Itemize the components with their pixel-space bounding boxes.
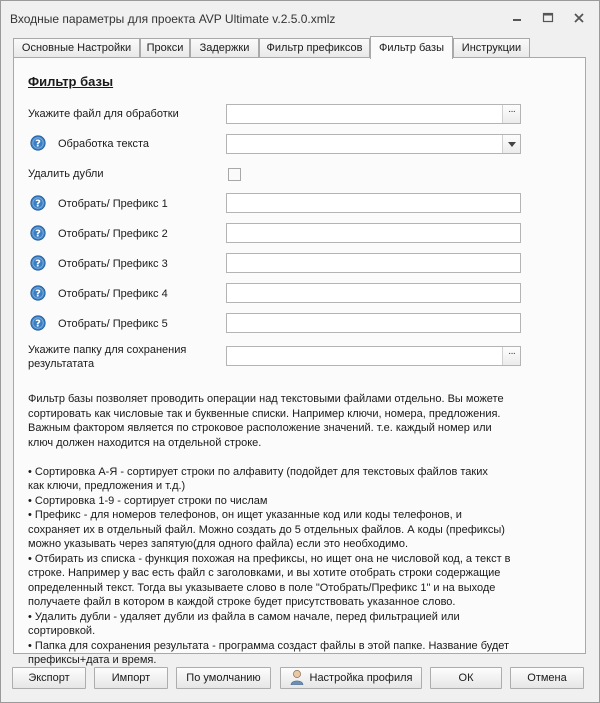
user-avatar-icon	[290, 669, 304, 685]
close-icon	[573, 12, 585, 24]
prefix-1-field[interactable]	[226, 193, 521, 213]
maximize-icon	[542, 12, 554, 24]
prefix-3-label: Отобрать/ Префикс 3	[58, 258, 168, 270]
file-path-input[interactable]	[227, 105, 520, 123]
save-folder-input[interactable]	[227, 347, 520, 365]
desc-line: ключ должен находится на отдельной строке.	[28, 436, 262, 449]
help-icon[interactable]	[30, 195, 46, 211]
close-button[interactable]	[570, 10, 588, 26]
desc-bullet-line: • Сортировка 1-9 - сортирует строки по числам	[28, 494, 268, 507]
import-button[interactable]: Импорт	[94, 667, 168, 689]
description-text	[28, 392, 568, 668]
desc-line: сортировать как числовые так и буквенные списки. Например ключи, номера, предложения.	[28, 407, 501, 420]
svg-text:?: ?	[35, 228, 41, 240]
desc-bullet-line: получаете файл в котором в каждой строке будет присутствовать указанное слово.	[28, 596, 456, 608]
help-icon[interactable]	[30, 255, 46, 271]
prefix-2-input[interactable]	[227, 224, 520, 242]
desc-bullet-line: • Префикс - для номеров телефонов, он ищет указанные код или коды телефонов, и	[28, 509, 462, 521]
desc-bullet-line: строке. Например у вас есть файл с заголовками, и вы хотите отобрать строки содержащие	[28, 567, 501, 579]
base-filter-panel	[13, 57, 586, 666]
minimize-button[interactable]	[508, 10, 526, 26]
prefix-5-field[interactable]	[226, 313, 521, 333]
tab-main-settings[interactable]: Основные Настройки	[13, 38, 140, 58]
desc-bullet-line: определенный текст. Тогда вы указываете слово в поле "Отобрать/Префикс 1" и на выходе	[28, 581, 496, 594]
help-icon[interactable]	[30, 315, 46, 331]
prefix-4-field[interactable]	[226, 283, 521, 303]
save-folder-label-line2: результатата	[28, 358, 95, 370]
tab-proxy[interactable]: Прокси	[140, 38, 190, 58]
prefix-5-label: Отобрать/ Префикс 5	[58, 318, 168, 330]
prefix-2-field[interactable]	[226, 223, 521, 243]
svg-text:?: ?	[35, 198, 41, 210]
svg-text:?: ?	[35, 288, 41, 300]
tab-instructions[interactable]: Инструкции	[453, 38, 530, 58]
help-icon[interactable]	[30, 135, 46, 151]
section-heading: Фильтр базы	[28, 74, 114, 89]
browse-file-button[interactable]: ···	[502, 105, 520, 123]
export-button[interactable]: Экспорт	[12, 667, 86, 689]
help-icon[interactable]	[30, 225, 46, 241]
chevron-down-icon	[508, 142, 516, 147]
desc-bullet-line: • Отбирать из списка - функция похожая на префиксы, но ищет она не числовой код, а текст в	[28, 552, 511, 565]
desc-line: Фильтр базы позволяет проводить операции над текстовыми файлами отдельно. Вы можете	[28, 393, 504, 405]
svg-text:?: ?	[35, 138, 41, 150]
save-folder-field[interactable]	[226, 346, 521, 366]
profile-settings-button[interactable]	[280, 667, 422, 689]
prefix-2-label: Отобрать/ Префикс 2	[58, 228, 168, 240]
minimize-icon	[511, 12, 523, 24]
profile-settings-label: Настройка профиля	[309, 672, 413, 684]
tab-delays[interactable]: Задержки	[190, 38, 259, 58]
tab-base-filter[interactable]: Фильтр базы	[370, 36, 453, 59]
help-icon[interactable]	[30, 285, 46, 301]
prefix-3-input[interactable]	[227, 254, 520, 272]
prefix-4-input[interactable]	[227, 284, 520, 302]
text-processing-dropdown[interactable]	[226, 134, 521, 154]
dedupe-label: Удалить дубли	[28, 168, 104, 180]
prefix-1-label: Отобрать/ Префикс 1	[58, 198, 168, 210]
dedupe-checkbox[interactable]	[228, 168, 241, 181]
desc-bullet-line: • Удалить дубли - удаляет дубли из файла в самом начале, перед фильтрацией или	[28, 610, 460, 623]
desc-bullet-line: как ключи, предложения и т.д.)	[28, 480, 186, 492]
desc-bullet-line: префиксы+дата и время.	[28, 654, 157, 666]
prefix-5-input[interactable]	[227, 314, 520, 332]
title-bar	[1, 1, 599, 35]
svg-text:?: ?	[35, 258, 41, 270]
text-processing-label: Обработка текста	[58, 138, 150, 150]
maximize-button[interactable]	[539, 10, 557, 26]
desc-bullet-line: • Сортировка А-Я - сортирует строки по алфавиту (подойдет для текстовых файлов таких	[28, 465, 488, 478]
desc-bullet-line: сохраняет их в отдельный файл. Можно создать до 5 отдельных файлов. А коды (префиксы)	[28, 523, 505, 536]
desc-bullet-line: можно указывать через запятую(для одного файла) если это необходимо.	[28, 538, 409, 550]
prefix-3-field[interactable]	[226, 253, 521, 273]
cancel-button[interactable]: Отмена	[510, 667, 584, 689]
desc-bullet-line: сортировкой.	[28, 625, 96, 637]
prefix-1-input[interactable]	[227, 194, 520, 212]
tab-prefix-filter[interactable]: Фильтр префиксов	[259, 38, 370, 58]
dropdown-toggle[interactable]	[502, 135, 520, 153]
ok-button[interactable]: ОК	[430, 667, 502, 689]
file-label: Укажите файл для обработки	[28, 108, 179, 120]
file-path-field[interactable]	[226, 104, 521, 124]
desc-bullet-line: • Папка для сохранения результата - программа создаст файлы в этой папке. Название будет	[28, 639, 510, 652]
prefix-4-label: Отобрать/ Префикс 4	[58, 288, 168, 300]
text-processing-value[interactable]	[227, 135, 520, 153]
window-title: Входные параметры для проекта AVP Ultimate v.2.5.0.xmlz	[10, 12, 336, 26]
svg-text:?: ?	[35, 318, 41, 330]
desc-line: Важным фактором является по строковое расположение значений. т.е. каждый номер или	[28, 422, 492, 434]
save-folder-label-line1: Укажите папку для сохранения	[28, 344, 187, 356]
browse-folder-button[interactable]: ···	[502, 347, 520, 365]
default-button[interactable]: По умолчанию	[176, 667, 271, 689]
